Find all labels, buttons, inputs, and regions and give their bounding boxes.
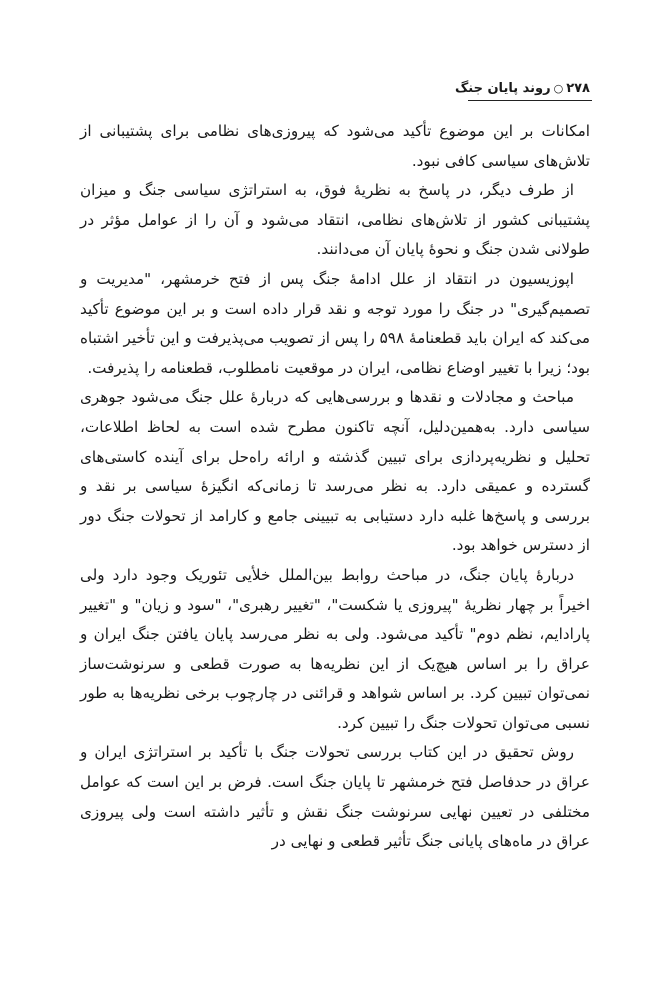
paragraph-6: روش تحقیق در این کتاب بررسی تحولات جنگ با تأکید بر استراتژی ایران و عراق در حدفاصل فتح خرمشهر تا پایان جنگ است. فرض بر این است که عوامل مختلفی در تعیین نهایی سرنوشت جنگ نقش و تأثیر داشته است ولی پیروزی عراق در ماه‌های پایانی جنگ تأثیر قطعی و نهایی در — [80, 743, 590, 851]
paragraph-3: اپوزیسیون در انتقاد از علل ادامهٔ جنگ پس از فتح خرمشهر، "مدیریت و تصمیم‌گیری" در جنگ را مورد توجه و نقد قرار داده است و بر این موضوع تأکید می‌کند که ایران باید قطعنامهٔ ۵۹۸ را پس از تصویب می‌پذیرفت و این تأخیر اشتباه بود؛ زیرا با تغییر اوضاع نظامی، ایران در موقعیت نامطلوب، قطعنامه را پذیرفت. — [80, 269, 590, 377]
header-rule — [468, 100, 592, 101]
paragraph-5: دربارهٔ پایان جنگ، در مباحث روابط بین‌الملل خلأیی تئوریک وجود دارد ولی اخیراً بر چهار نظریهٔ "پیروزی یا شکست"، "تغییر رهبری"، "سود و زیان" و "تغییر پارادایم، نظم دوم" تأکید می‌شود. ولی به نظر می‌رسد پایان یافتن جنگ ایران و عراق را بر اساس هیچ‌یک از این نظریه‌ها به صورت قطعی و سرنوشت‌ساز نمی‌توان تبیین کرد. بر اساس شواهد و قرائنی در چارچوب برخی نظریه‌ها به طور نسبی می‌توان تحولات جنگ را تبیین کرد. — [80, 565, 590, 732]
page-body — [80, 117, 590, 857]
paragraph-4: مباحث و مجادلات و نقدها و بررسی‌هایی که دربارهٔ علل جنگ می‌شود جوهری سیاسی دارد. به‌همین‌دلیل، آنچه تاکنون مطرح شده است به لحاظ اطلاعات، تحلیل و نظریه‌پردازی برای تبیین گذشته و ارائه راه‌حل برای آینده کاستی‌های گسترده و عمیقی دارد. به نظر می‌رسد تا زمانی‌که انگیزهٔ سیاسی بر نقد و بررسی و پاسخ‌ها غلبه دارد دستیابی به تبیینی جامع و کارامد از تحولات جنگ دور از دسترس خواهد بود. — [80, 388, 590, 555]
paragraph-2: از طرف دیگر، در پاسخ به نظریهٔ فوق، به استراتژی سیاسی جنگ و میزان پشتیبانی کشور از تلاش‌های نظامی، انتقاد می‌شود و آن را از عوامل مؤثر در طولانی شدن جنگ و نحوهٔ پایان آن می‌دانند. — [80, 181, 590, 259]
page-number: ۲۷۸ — [566, 81, 590, 96]
paragraph-1: امکانات بر این موضوع تأکید می‌شود که پیروزی‌های نظامی برای پشتیبانی از تلاش‌های سیاسی کافی نبود. — [80, 122, 590, 170]
separator-circle-icon: ○ — [553, 82, 564, 95]
book-title: روند پایان جنگ — [454, 81, 551, 96]
running-header — [454, 80, 590, 98]
